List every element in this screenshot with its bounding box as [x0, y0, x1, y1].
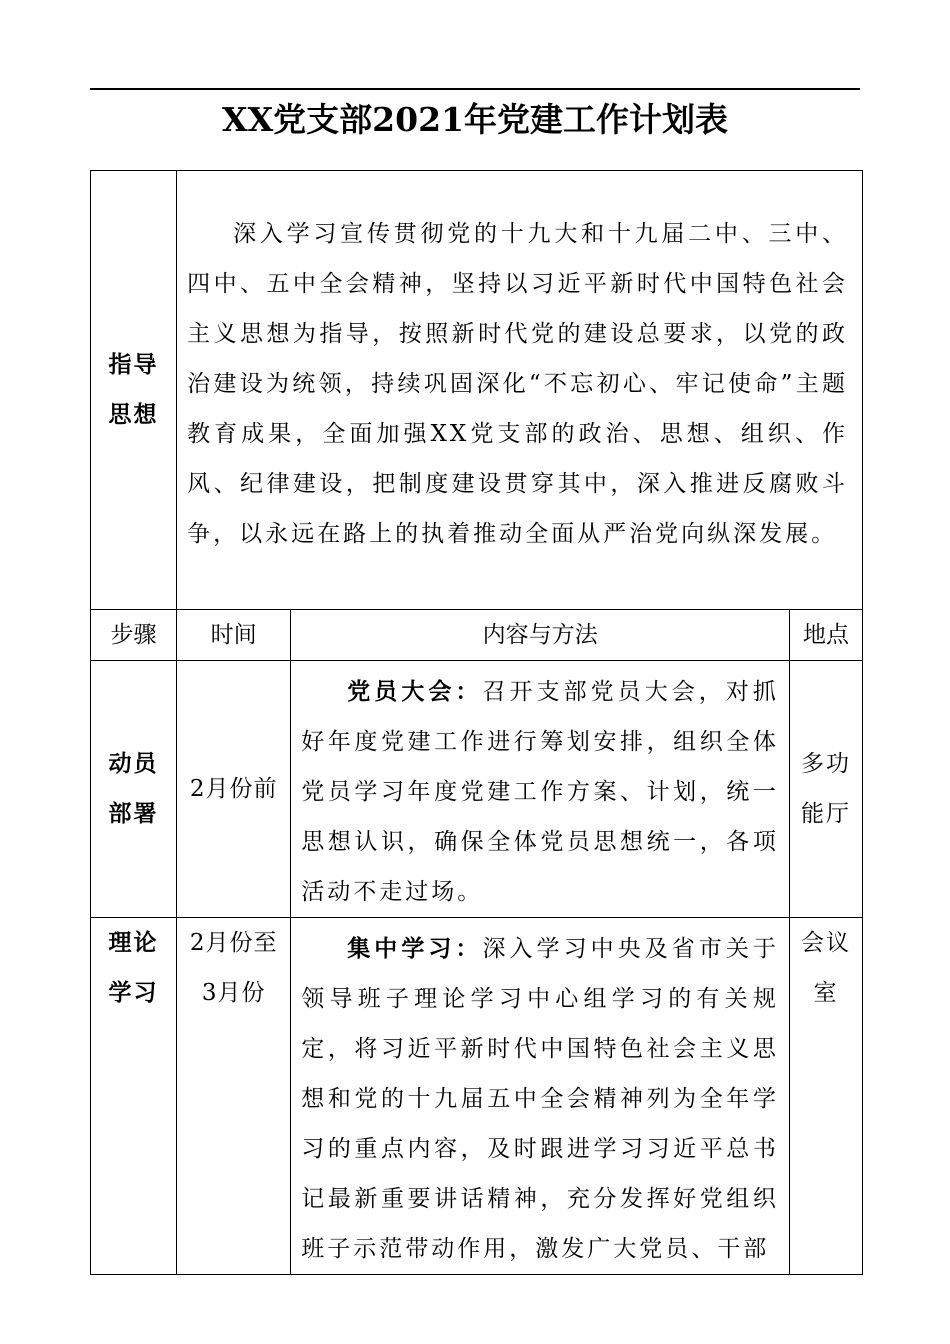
header-row: [91, 610, 863, 661]
content-cell: [291, 918, 790, 1275]
header-step: 步骤: [91, 610, 177, 661]
guiding-text: 深入学习宣传贯彻党的十九大和十九届二中、三中、四中、五中全会精神，坚持以习近平新时代中国特色社会主义思想为指导，按照新时代党的建设总要求，以党的政治建设为统领，持续巩固深化“不忘初心、牢记使命”主题教育成果，全面加强XX党支部的政治、思想、组织、作风、纪律建设，把制度建设贯穿其中，深入推进反腐败斗争，以永远在路上的执着推动全面从严治党向纵深发展。: [187, 221, 848, 547]
place-line2: 能厅: [800, 801, 851, 827]
time-line2: 3月份: [201, 980, 266, 1006]
page-title: XX党支部2021年党建工作计划表: [221, 100, 729, 139]
step-cell: [91, 661, 177, 918]
plan-table: [90, 170, 863, 1275]
header-time: 时间: [177, 610, 291, 661]
guiding-label: [91, 171, 177, 610]
time-cell: [177, 918, 291, 1275]
content-text: 深入学习中央及省市关于领导班子理论学习中心组学习的有关规定，将习近平新时代中国特色社会主义思想和党的十九届五中全会精神列为全年学习的重点内容，及时跟进学习习近平总书记最新重要讲话精神，充分发挥好党组织班子示范带动作用，激发广大党员、干部: [301, 936, 779, 1262]
step-line2: 部署: [108, 801, 159, 827]
content-text: 召开支部党员大会，对抓好年度党建工作进行筹划安排，组织全体党员学习年度党建工作方案、计划，统一思想认识，确保全体党员思想统一，各项活动不走过场。: [301, 679, 779, 905]
top-rule: [90, 88, 860, 90]
step-cell: [91, 918, 177, 1275]
table-row: [91, 918, 863, 1275]
time-cell: [177, 661, 291, 918]
step-line1: 动员: [108, 751, 159, 777]
guiding-text-cell: [177, 171, 863, 610]
guiding-label-line2: 思想: [108, 402, 159, 428]
header-place: 地点: [789, 610, 862, 661]
place-cell: [789, 918, 862, 1275]
step-line1: 理论: [108, 930, 159, 956]
place-cell: [789, 661, 862, 918]
table-row: [91, 661, 863, 918]
place-line1: 多功: [800, 751, 851, 777]
header-content: 内容与方法: [291, 610, 790, 661]
content-lead: 党员大会：: [347, 678, 483, 705]
step-line2: 学习: [108, 980, 159, 1006]
content-cell: [291, 661, 790, 918]
place-line1: 会议: [800, 930, 851, 956]
time-line1: 2月份至: [189, 930, 278, 956]
guiding-label-line1: 指导: [108, 352, 159, 378]
content-lead: 集中学习：: [347, 935, 483, 962]
time-line1: 2月份前: [189, 776, 278, 802]
guiding-row: [91, 171, 863, 610]
place-line2: 室: [813, 980, 839, 1006]
